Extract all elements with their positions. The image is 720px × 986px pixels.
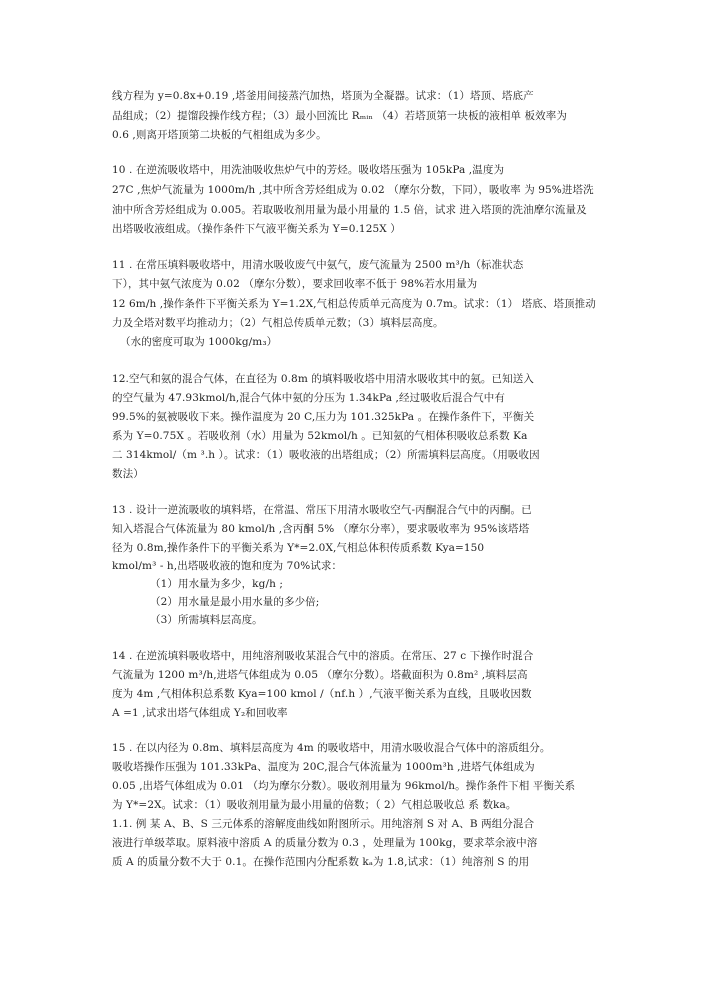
text-line: 10 . 在逆流吸收塔中，用洗油吸收焦炉气中的芳烃。吸收塔压强为 105kPa ,温度为 [112,164,505,176]
text-line: 0.05 ,出塔气体组成为 0.01 （均为摩尔分数）。吸收剂用量为 96kmol/h。操作条件下相 平衡关系 [112,780,576,792]
text-line: 27C ,焦炉气流量为 1000m/h ,其中所含芳烃组成为 0.02 （摩尔分数，下同），吸收率 为 95%进塔洗 [112,184,594,196]
text-line: 力及全塔对数平均推动力；（2）气相总传质单元数；（3）填料层高度。 [112,317,444,329]
text-line: 12 6m/h ,操作条件下平衡关系为 Y=1.2X,气相总传质单元高度为 0.7m。试求：（1） 塔底、塔顶推动 [112,298,596,310]
text-line: 出塔吸收液组成。（操作条件下气液平衡关系为 Y=0.125X ） [112,223,401,235]
text-line: A =1 ,试求出塔气体组成 Y₂和回收率 [112,707,288,719]
text-line: 线方程为 y=0.8x+0.19 ,塔釜用间接蒸汽加热，塔顶为全凝器。试求：（1）塔顶、塔底产 [112,90,534,102]
text-line: 12.空气和氨的混合气体，在直径为 0.8m 的填料吸收塔中用清水吸收其中的氨。已知送入 [112,373,534,385]
text-line: 14 . 在逆流填料吸收塔中，用纯溶剂吸收某混合气中的溶质。在常压、27 c 下操作时混合 [112,650,534,662]
text-line: 知入塔混合气体流量为 80 kmol/h ,含丙酮 5% （摩尔分率），要求吸收率为 95%该塔塔 [112,523,530,535]
text-line: （3）所需填料层高度。 [150,614,263,626]
text-line: 0.6 ,则离开塔顶第二块板的气相组成为多少。 [112,129,327,141]
text-line: （1）用水量为多少，kg/h ; [150,578,284,590]
text-line: 液进行单级萃取。原料液中溶质 A 的质量分数为 0.3 ，处理量为 100kg，要求萃余液中溶 [112,837,538,849]
text-line: 99.5%的氨被吸收下来。操作温度为 20 C,压力为 101.325kPa 。在操作条件下，平衡关 [112,411,535,423]
text-line: 为 Y*=2X。试求：（1）吸收剂用量为最小用量的倍数；（ 2）气相总吸收总 系 数ka。 [112,799,517,811]
text-line: 1.1. 例 某 A、B、S 三元体系的溶解度曲线如附图所示。用纯溶剂 S 对 A、B 两组分混合 [112,818,535,830]
text-line: 径为 0.8m,操作条件下的平衡关系为 Y*=2.0X,气相总体积传质系数 Kya=150 [112,542,485,554]
text-line: 二 314kmol/（m ³.h ）。试求：（1）吸收液的出塔组成；（2）所需填料层高度。（用吸收因 [112,449,540,461]
text-line: （2）用水量是最小用水量的多少倍; [150,596,320,608]
text-line: 气流量为 1200 m³/h,进塔气体组成为 0.05 （摩尔分数）。塔截面积为 0.8m² ,填料层高 [112,669,528,681]
text-line: 15 . 在以内径为 0.8m、填料层高度为 4m 的吸收塔中，用清水吸收混合气体中的溶质组分。 [112,742,551,754]
text-line: 质 A 的质量分数不大于 0.1。在操作范围内分配系数 kₐ为 1.8,试求：（1）纯溶剂 S 的用 [112,856,530,868]
text-line: 数法） [112,468,144,480]
text-line: 11 . 在常压填料吸收塔中，用清水吸收废气中氨气，废气流量为 2500 m³/h（标准状态 [112,259,524,271]
text-line: 品组成；（2）提馏段操作线方程；（3）最小回流比 Rₘᵢₙ （4）若塔顶第一块板的液相单 板效率为 [112,110,567,122]
text-line: （水的密度可取为 1000kg/m₃） [120,336,278,348]
text-line: kmol/m³ - h,出塔吸收液的饱和度为 70%试求： [112,560,343,572]
text-line: 吸收塔操作压强为 101.33kPa、温度为 20C,混合气体流量为 1000m³h ,进塔气体组成为 [112,761,535,773]
text-line: 13 . 设计一逆流吸收的填料塔，在常温、常压下用清水吸收空气-丙酮混合气中的丙酮。已 [112,504,532,516]
text-line: 度为 4m ,气相体积总系数 Kya=100 kmol /（nf.h ）,气液平衡关系为直线，且吸收因数 [112,688,532,700]
text-line: 系为 Y=0.75X 。若吸收剂（水）用量为 52kmol/h 。已知氨的气相体积吸收总系数 Ka [112,430,528,442]
text-line: 下），其中氨气浓度为 0.02 （摩尔分数），要求回收率不低于 98%若水用量为 [112,278,478,290]
text-line: 的空气量为 47.93kmol/h,混合气体中氨的分压为 1.34kPa ,经过吸收后混合气中有 [112,392,505,404]
text-line: 油中所含芳烃组成为 0.005。若取吸收剂用量为最小用量的 1.5 倍，试求 进入塔顶的洗油摩尔流量及 [112,204,587,216]
